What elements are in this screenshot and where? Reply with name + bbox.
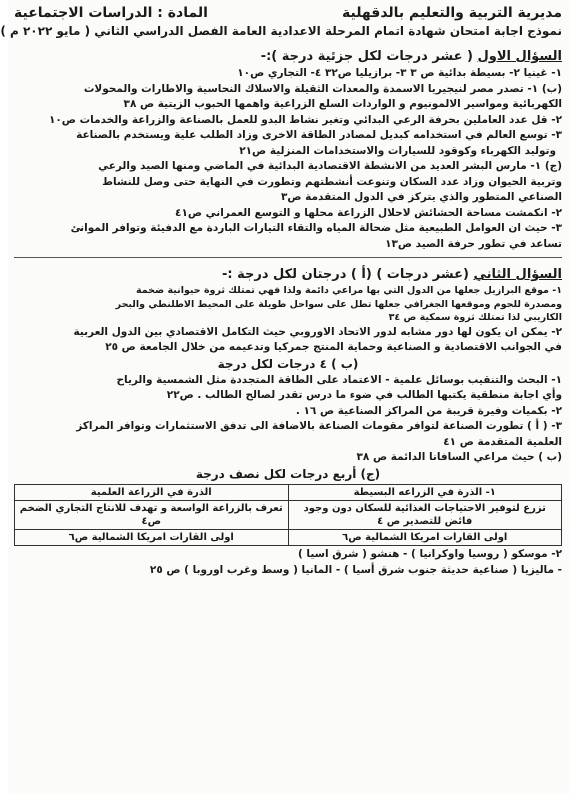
q1-line: ٣- حيث ان العوامل الطبيعية مثل ضحالة المياه والتقاء التيارات الباردة مع الدفيئة وتوافر الموانئ bbox=[70, 222, 562, 234]
section-divider bbox=[14, 257, 562, 258]
table-row bbox=[15, 500, 562, 529]
table-cell: تعرف بالزراعة الواسعة و تهدف للانتاج التجاري الضخم ص٤ bbox=[15, 500, 289, 529]
q2c-footer-line: - ماليزيا ( صناعية حديثة جنوب شرق أسيا ) - المانيا ( وسط وغرب اوروبا ) ص ٢٥ bbox=[149, 563, 562, 576]
q2a-line: الكاريبي لذا تمتلك ثروة سمكية ص ٣٤ bbox=[388, 312, 562, 323]
subject-name: المادة : الدراسات الاجتماعية bbox=[14, 5, 208, 21]
q1-line: وتوليد الكهرباء وكوقود للسيارات والاستخدامات المنزلية ص٢١ bbox=[239, 144, 556, 157]
table-header-row bbox=[15, 484, 562, 500]
table-cell: اولى القارات امريكا الشمالية ص٦ bbox=[15, 529, 289, 545]
directorate-name: مديرية التربية والتعليم بالدقهلية bbox=[341, 5, 562, 21]
question-2-part-c-title: (ج) أربع درجات لكل نصف درجة bbox=[195, 466, 381, 481]
question-2-part-b bbox=[14, 373, 562, 451]
exam-title: نموذج اجابة امتحان شهادة اتمام المرحلة الاعدادية العامة الفصل الدراسي الثاني ( مايو ٢٠٢٢ م ) bbox=[0, 24, 562, 38]
question-1-title bbox=[14, 48, 562, 66]
q1-line: ٣- توسع العالم في استخدامه كبديل لمصادر الطاقة الاخرى وزاد الطلب علية ويستخدم بالصناعة bbox=[76, 129, 562, 141]
q2a-line: في الجوانب الاقتصادية و الصناعية وحماية المنتج جمركيا وتدعيمه من خلال الجامعة ص ٢٥ bbox=[105, 341, 562, 353]
q2c-footer-line: ٢- موسكو ( روسيا واوكرانيا ) - هنشو ( شرق اسيا ) bbox=[297, 547, 562, 560]
document-header bbox=[14, 4, 562, 22]
table-row bbox=[15, 529, 562, 545]
question-2-part-a bbox=[14, 284, 562, 356]
q2a-line: ومصدرة للحوم وموقعها الجغرافي جعلها تطل على سواحل طويلة على المحيط الاطلنطي والبحر bbox=[115, 298, 562, 310]
table-header-cell: ١- الذرة في الزراعه البسيطة bbox=[288, 484, 562, 500]
q2b-line: ٣- ( أ ) تطورت الصناعة لتوافر مقومات الصناعة بالاضافة الى تدفق الاستثمارات وتوافر المراكز bbox=[76, 420, 562, 432]
q1-line: (ب) ١- تصدر مصر لنيجيريا الاسمدة والمعدات الثقيلة والاسلاك النحاسية والاطارات والمحولات bbox=[83, 82, 562, 95]
q1-line: ١- غينيا ٢- بسيطة بدائية ص ٣ ٣- برازيليا ص٣٢ ٤- التجاري ص١٠ bbox=[237, 67, 562, 79]
question-2-marks: (عشر درجات ) (أ ) درجتان لكل درجة :- bbox=[221, 267, 469, 282]
q1-line: ٢- انكمشت مساحة الحشائش لاحلال الزراعة محلها و التوسع العمراني ص٤١ bbox=[175, 206, 562, 219]
q1-line: الصناعي المتطور والذي يتركز في الدول المتقدمة ص٣ bbox=[280, 191, 562, 203]
q2b-line: العلمية المتقدمة ص ٤١ bbox=[443, 435, 562, 448]
question-2-title bbox=[14, 266, 562, 284]
q1-line: (ج) ١- مارس البشر العديد من الانشطة الاقتصادية البدائية في الماضي ومنها الصيد والرعي bbox=[98, 160, 562, 172]
q2b-item-b: (ب ) حيث مراعي السافانا الدائمة ص ٣٨ bbox=[356, 451, 562, 463]
comparison-table bbox=[14, 484, 562, 546]
q1-line: وتربية الحيوان وزاد عدد السكان وتنوعت أنشطتهم وتطورت في النهاية حتى وصل للنشاط bbox=[102, 175, 562, 188]
question-2-label: السؤال الثاني bbox=[473, 267, 562, 282]
table-cell: تزرع لتوفير الاحتياجات الغذائية للسكان دون وجود فائض للتصدير ص ٤ bbox=[288, 500, 562, 529]
q2a-line: ٢- يمكن ان يكون لها دور مشابه لدور الاتحاد الاوروبي حيث التكامل الاقتصادي بين الدول العربية bbox=[73, 325, 562, 338]
q1-line: ٢- قل عدد العاملين بحرفة الرعي البدائي وتغير نشاط البدو للعمل بالصناعة والزراعة والخدمات ص١٠ bbox=[48, 113, 562, 126]
question-2-part-b-title: (ب ) ٤ درجات لكل درجة bbox=[217, 356, 359, 371]
question-1-answers bbox=[14, 66, 562, 252]
question-1-label: السؤال الاول bbox=[477, 49, 562, 64]
q2b-line: ١- البحث والتنقيب بوسائل علمية - الاعتماد على الطاقة المتجددة مثل الشمسية والرياح bbox=[116, 373, 562, 386]
q2b-line: ٢- بكميات وفيرة قريبة من المراكز الصناعية ص ١٦ . bbox=[295, 404, 562, 417]
q2a-line: ١- موقع البرازيل جعلها من الدول التي بها مراعي دائمة ولذا فهي تمتلك ثروة حيوانية ضخمة bbox=[136, 285, 562, 296]
q1-line: الكهربائية ومواسير الالمونيوم و الواردات السلع الزراعية واهمها الحبوب الزيتية ص ٣٨ bbox=[123, 98, 562, 110]
table-cell: اولى القارات امريكا الشمالية ص٦ bbox=[288, 529, 562, 545]
q1-line: تساعد في تطور حرفة الصيد ص١٣ bbox=[385, 237, 562, 250]
question-1-marks: ( عشر درجات لكل جزئية درجة ):- bbox=[260, 49, 473, 64]
q2b-line: وأي اجابة منطقية يكتبها الطالب في ضوء ما درس تقدر لصالح الطالب . ص٢٢ bbox=[166, 389, 562, 401]
table-header-cell: الذرة في الزراعة العلمية bbox=[15, 484, 289, 500]
